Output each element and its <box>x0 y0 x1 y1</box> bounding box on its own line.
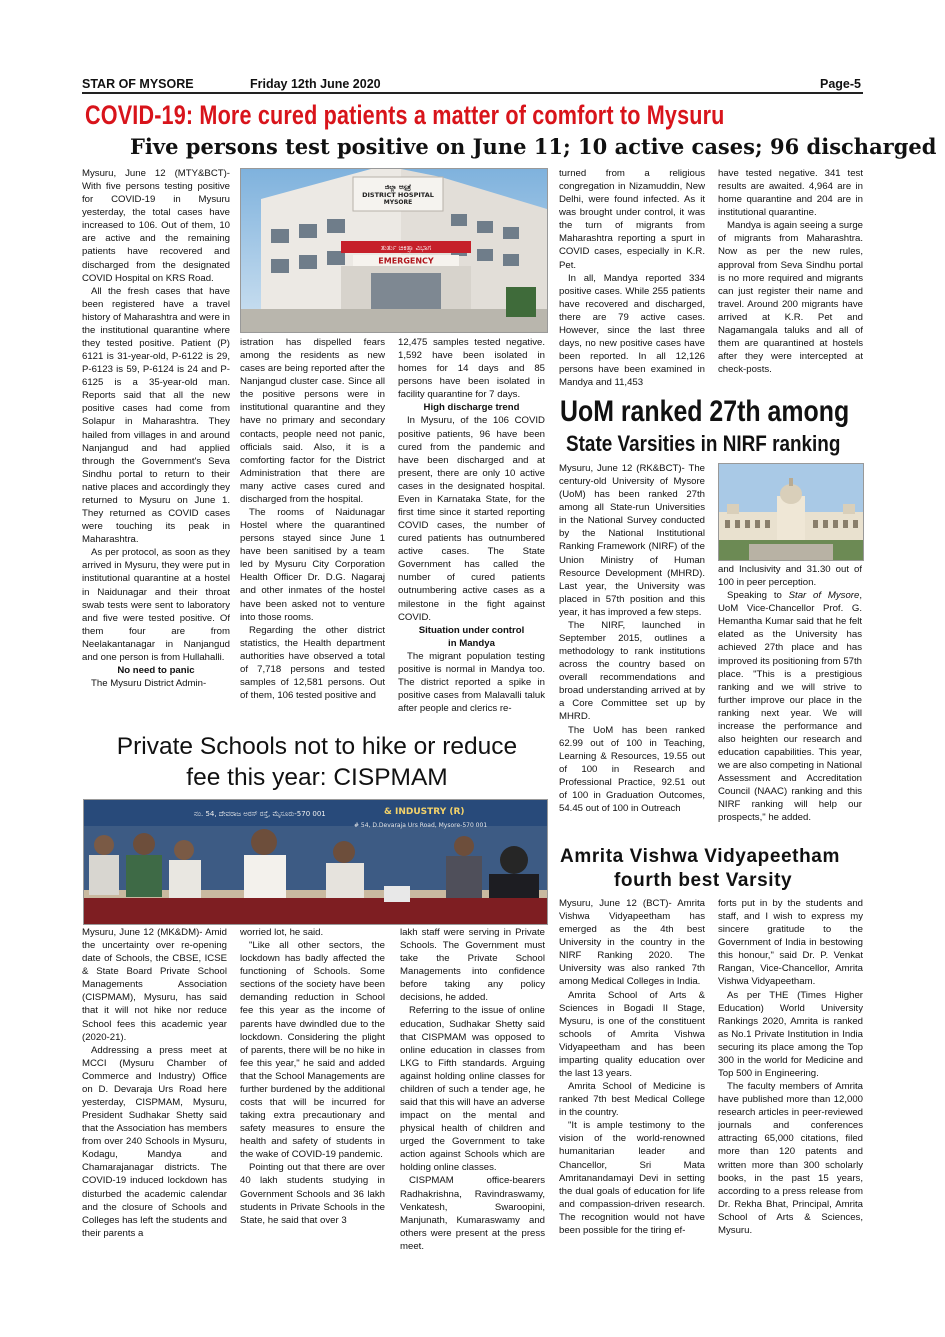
schools-column-2 <box>240 926 385 1271</box>
amrita-paragraph: "It is ample testimony to the vision of the world-renowned humanitarian leader and Chancellor, Sri Mata Amritanandamayi Devi in setting the dual goals of education for life and compassion-driven research. The recognition would not have been possible for the tiring ef- <box>559 1120 705 1236</box>
photo-banner-kannada: ನಂ. 54, ದೇವರಾಜ ಅರಸ್ ರಸ್ತೆ, ಮೈಸೂರು-570 001 <box>194 810 326 818</box>
schools-paragraph: lakh staff were serving in Private Schools. The Government must take the Private School Managements into confidence before taking any policy decisions, he added. <box>400 927 545 1004</box>
schools-paragraph: CISPMAM office-bearers Radhakrishna, Ravindraswamy, Venkatesh, Swaroopini, Manjunath, Kumaraswamy and others were present at the press meet. <box>400 1175 545 1252</box>
paper-name: STAR OF MYSORE <box>82 77 194 91</box>
photo-banner-address: # 54, D.Devaraja Urs Road, Mysore-570 001 <box>354 822 488 829</box>
uom-paragraph: The UoM has been ranked 62.99 out of 100 in Teaching, Learning & Resources, 19.55 out of 100 in Research and Professional Practice, 92.51 out of 100 in Graduation Outcomes, 54.45 out of 100 in Outreach <box>559 724 705 815</box>
subhead-mandya: Situation under control in Mandya <box>418 624 525 649</box>
uom-paragraph: The NIRF, launched in September 2015, outlines a methodology to rank institutions across the country based on overall recommendations and broad understanding arrived at by a Core Committee set up by MHRD. <box>559 619 705 723</box>
lead-paragraph: turned from a religious congregation in Nizamuddin, New Delhi, were found infected. As it was brought under control, it was the turn of migrants from Maharashtra reporting a spurt in COVID cases, especially in K.R. Pet. <box>559 168 705 271</box>
schools-column-1 <box>82 926 227 1271</box>
schools-paragraph: worried lot, he said. <box>240 927 324 938</box>
press-meet-photo <box>83 799 548 925</box>
uom-paragraph <box>718 589 862 824</box>
press-meet-illustration <box>84 800 547 924</box>
uom-paragraph-lead: Speaking to <box>727 590 789 602</box>
lead-headline: COVID-19: More cured patients a matter of comfort to Mysuru <box>85 100 725 130</box>
amrita-paragraph: Mysuru, June 12 (BCT)- Amrita Vishwa Vidyapeetham has emerged as the 4th best University in the country in the NIRF Ranking 2020. The University was also ranked 7th among Medical Colleges in India. <box>559 898 705 988</box>
photo-sign-emergency: EMERGENCY <box>378 256 434 266</box>
subhead-high-discharge: High discharge trend <box>423 402 520 414</box>
lead-subhead: Five persons test positive on June 11; 10 active cases; 96 discharged <box>130 134 937 159</box>
uom-paragraph: Mysuru, June 12 (RK&BCT)- The century-old University of Mysore (UoM) has been ranked 27th among all State-run Universities in the National Survey conducted by the National Institutional Ranking Framework (NIRF) of the Union Ministry of Human Resource Development (MHRD). Last year, the University was placed in 57th position and this year, it has improved a few steps. <box>559 463 705 618</box>
lead-column-5 <box>718 167 863 395</box>
uom-column-2 <box>718 563 862 843</box>
lead-paragraph: Mandya is again seeing a surge of migrants from Maharashtra. Now as per the new rules, approval from Seva Sindhu portal is no more required and migrants can just register their name and travel. Around 200 migrants have arrived at K.R. Pet and Nagamangala taluks and all of them are quarantined at hostels after they were intercepted at check-posts. <box>718 220 863 376</box>
issue-date: Friday 12th June 2020 <box>250 77 381 91</box>
page-number: Page-5 <box>820 77 861 91</box>
lead-paragraph: All the fresh cases that have been registered have a travel history of Maharashtra and were in the institutional quarantine where they tested positive. Patient (P) 6121 is 31-year-old, P-6122 is 29, P-6123 is 59, P-6124 is 24 and P-6125 is a 35-year-old man. Reports said that all the new positive cases had come from Solapur in Maharashtra. They hailed from villages in and around Nanjangud and had applied through the Government's Seva Sindhu portal to return to their native places and accordingly they returned to Mysuru on June 1. They returned as COVID cases were touching its peak in Maharashtra. <box>82 285 230 546</box>
lead-paragraph: Regarding the other district statistics, the Health department authorities have observed a total of 7,718 persons and tested samples of 12,581 persons. Out of them, 106 tested positive and <box>240 624 385 702</box>
amrita-paragraph: As per THE (Times Higher Education) World University Rankings 2020, Amrita is ranked as No.1 Private Institution in India securing its place among the Top 300 in the world for Medicine and Top 500 in Engineering. <box>718 989 863 1080</box>
lead-paragraph: In Mysuru, of the 106 COVID positive patients, 96 have been cured from the pandemic and have been discharged and at present, there are only 10 active cases in the designated hospital. Even in Karnataka State, for the first time since it started reporting COVID cases, the number of cured patients has outnumbered active cases. The State Government has called the number of cured patients outnumbering active cases as a milestone in the fight against COVID. <box>398 415 545 623</box>
university-building-photo <box>718 463 864 561</box>
district-hospital-photo <box>240 168 548 333</box>
lead-paragraph: Mysuru, June 12 (MTY&BCT)- With five persons testing positive for COVID-19 in Mysuru yesterday, the total cases have increased to 106. Out of them, 10 are active and the remaining patients have recovered and discharged from the designated COVID Hospital on KRS Road. <box>82 168 230 284</box>
photo-banner-industry: & INDUSTRY (R) <box>384 807 465 817</box>
lead-column-3 <box>398 336 545 726</box>
uom-headline-line2: State Varsities in NIRF ranking <box>566 431 841 456</box>
schools-headline-line1: Private Schools not to hike or reduce <box>116 733 518 760</box>
schools-paragraph: Pointing out that there are over 40 lakh students studying in Government Schools and 36 lakh students in Private Schools in the State, he said that over 3 <box>240 1162 385 1226</box>
schools-paragraph: Mysuru, June 12 (MK&DM)- Amid the uncertainty over re-opening date of Schools, the CBSE, ICSE & State Board Private School Managements Association (CISPMAM), Mysuru, has said that it will not hike nor reduce School fees this academic year (2020-21). <box>82 927 227 1043</box>
lead-paragraph: In all, Mandya reported 334 positive cases. While 255 patients have recovered and discharged, there are 79 active cases. However, since the last three days, no new positive cases have been reported. In all 12,126 persons have been examined in Mandya and 11,453 <box>559 272 705 389</box>
schools-paragraph: Addressing a press meet at MCCI (Mysuru Chamber of Commerce and Industry) Office on D. Devaraja Urs Road here yesterday, CISPMAM, Mysuru, President Sudhakar Shetty said that the Association has members from over 240 Schools in Mysuru, Kodagu, Mandya and Chamarajanagar districts. The COVID-19 induced lockdown has disturbed the academic calendar and the closure of Schools and Colleges has left the students and their parents a <box>82 1044 227 1239</box>
subhead-no-need-to-panic: No need to panic <box>117 664 195 676</box>
schools-headline-line2: fee this year: CISPMAM <box>186 764 448 791</box>
masthead-rule <box>82 92 863 94</box>
lead-paragraph: istration has dispelled fears among the residents as new cases are being reported after the Nanjangud cluster case. Since all the positive persons were in institutional quarantine and they have no primary and secondary contacts, people need not panic, officials said. Also, it is a comforting factor for the District Administration that there are many active cases cured and discharged from the hospital. <box>240 337 385 505</box>
schools-paragraph: Referring to the issue of online education, Sudhakar Shetty said that CISPMAM was opposed to online education in classes from LKG to Fifth standards. Arguing against holding online classes for children of such a tender age, he said that this will have an adverse impact on the mental and physical health of children and urged the Government to take action against Schools which are holding online classes. <box>400 1005 545 1174</box>
amrita-paragraph: Amrita School of Medicine is ranked 7th best Medical College in the country. <box>559 1081 705 1119</box>
schools-paragraph: "Like all other sectors, the lockdown has badly affected the functioning of Schools. Some sections of the society have been demanding reduction in School fee this year as the income of parents have dwindled due to the lockdown. Considering the plight of parents, there will be no hike in fee this year," he said and added that the School Managements are further burdened by the additional costs that will be incurred for taking extra precautionary and safety measures to ensure the health and safety of students in the wake of COVID-19 pandemic. <box>240 940 385 1161</box>
amrita-headline-line1: Amrita Vishwa Vidyapeetham <box>560 846 840 867</box>
uom-column-1 <box>559 462 705 842</box>
crawford-hall-illustration <box>719 464 863 560</box>
schools-column-3 <box>400 926 545 1271</box>
newspaper-name-italic: Star of Mysore <box>788 590 860 602</box>
amrita-column-2 <box>718 897 863 1272</box>
photo-sign-line: DISTRICT HOSPITAL <box>362 191 434 199</box>
hospital-illustration <box>241 169 547 332</box>
uom-paragraph-rest: , UoM Vice-Chancellor Prof. G. Hemantha Kumar said that he felt elated as the University has achieved 27th place and has improved its positioning from 57th place. "This is a prestigious ranking and we will strive to further improve our place in the ranking next year. We will increase the performance and also heighten our research and education capabilities. This year, we are also competing in National Assessment and Accreditation Council (NAAC) ranking and this NIRF ranking will help our prospects," he added. <box>718 590 862 824</box>
amrita-headline-line2: fourth best Varsity <box>614 870 793 891</box>
lead-paragraph: have tested negative. 341 test results are awaited. 4,964 are in home quarantine and 204 are in institutional quarantine. <box>718 168 863 219</box>
uom-headline-line1: UoM ranked 27th among <box>560 395 850 428</box>
lead-column-1 <box>82 167 230 725</box>
amrita-column-1 <box>559 897 705 1272</box>
lead-paragraph: The Mysuru District Admin- <box>91 678 207 690</box>
lead-paragraph: The rooms of Naidunagar Hostel where the quarantined persons stayed since June 1 have been sanitised by a team led by Mysuru City Corporation Health Officer Dr. D.G. Nagaraj and other inmates of the hostel have been asked not to venture into those rooms. <box>240 507 385 623</box>
lead-paragraph: 12,475 samples tested negative. 1,592 have been isolated in homes for 14 days and 85 persons have been isolated in facility quarantine for 7 days. <box>398 337 545 401</box>
photo-sign-city: MYSORE <box>383 199 413 206</box>
photo-sign-line: ಜಿಲ್ಲಾ ಆಸ್ಪತ್ರೆ <box>384 183 412 191</box>
lead-paragraph: As per protocol, as soon as they arrived in Mysuru, they were put in institutional quarantine at a hostel in Naidunagar and their throat swab tests were sent to laboratory and five were tested positive. Of them four are from Neelakantanagar in Nanjangud and one person is from Hullahalli. <box>82 547 230 663</box>
lead-paragraph: The migrant population testing positive is normal in Mandya too. The district reported a spike in positive cases from Malavalli taluk after people and clerics re- <box>398 650 545 715</box>
amrita-paragraph: Amrita School of Arts & Sciences in Bogadi II Stage, Mysuru, is one of the constituent schools of Amrita Vishwa Vidyapeetham and has been imparting quality education over the last 13 years. <box>559 989 705 1080</box>
lead-column-2 <box>240 336 385 726</box>
lead-column-4 <box>559 167 705 395</box>
photo-sign-kannada: ತುರ್ತು ಚಿಕಿತ್ಸಾ ವಿಭಾಗ <box>380 244 432 252</box>
amrita-paragraph: The faculty members of Amrita have published more than 12,000 research articles in peer-reviewed journals and conferences attracting 65,000 citations, filed more than 120 patents and written more than 300 scholarly books, in the past 15 years, according to a press release from Dr. Rekha Bhat, Principal, Amrita School of Arts & Sciences, Mysuru. <box>718 1081 863 1236</box>
uom-paragraph: and Inclusivity and 31.30 out of 100 in peer perception. <box>718 564 862 589</box>
amrita-paragraph: forts put in by the students and staff, and I wish to express my sincere gratitude to the Government of India in bestowing this honour," said Dr. P. Venkat Rangan, Vice-Chancellor, Amrita Vishwa Vidyapeetham. <box>718 898 863 988</box>
